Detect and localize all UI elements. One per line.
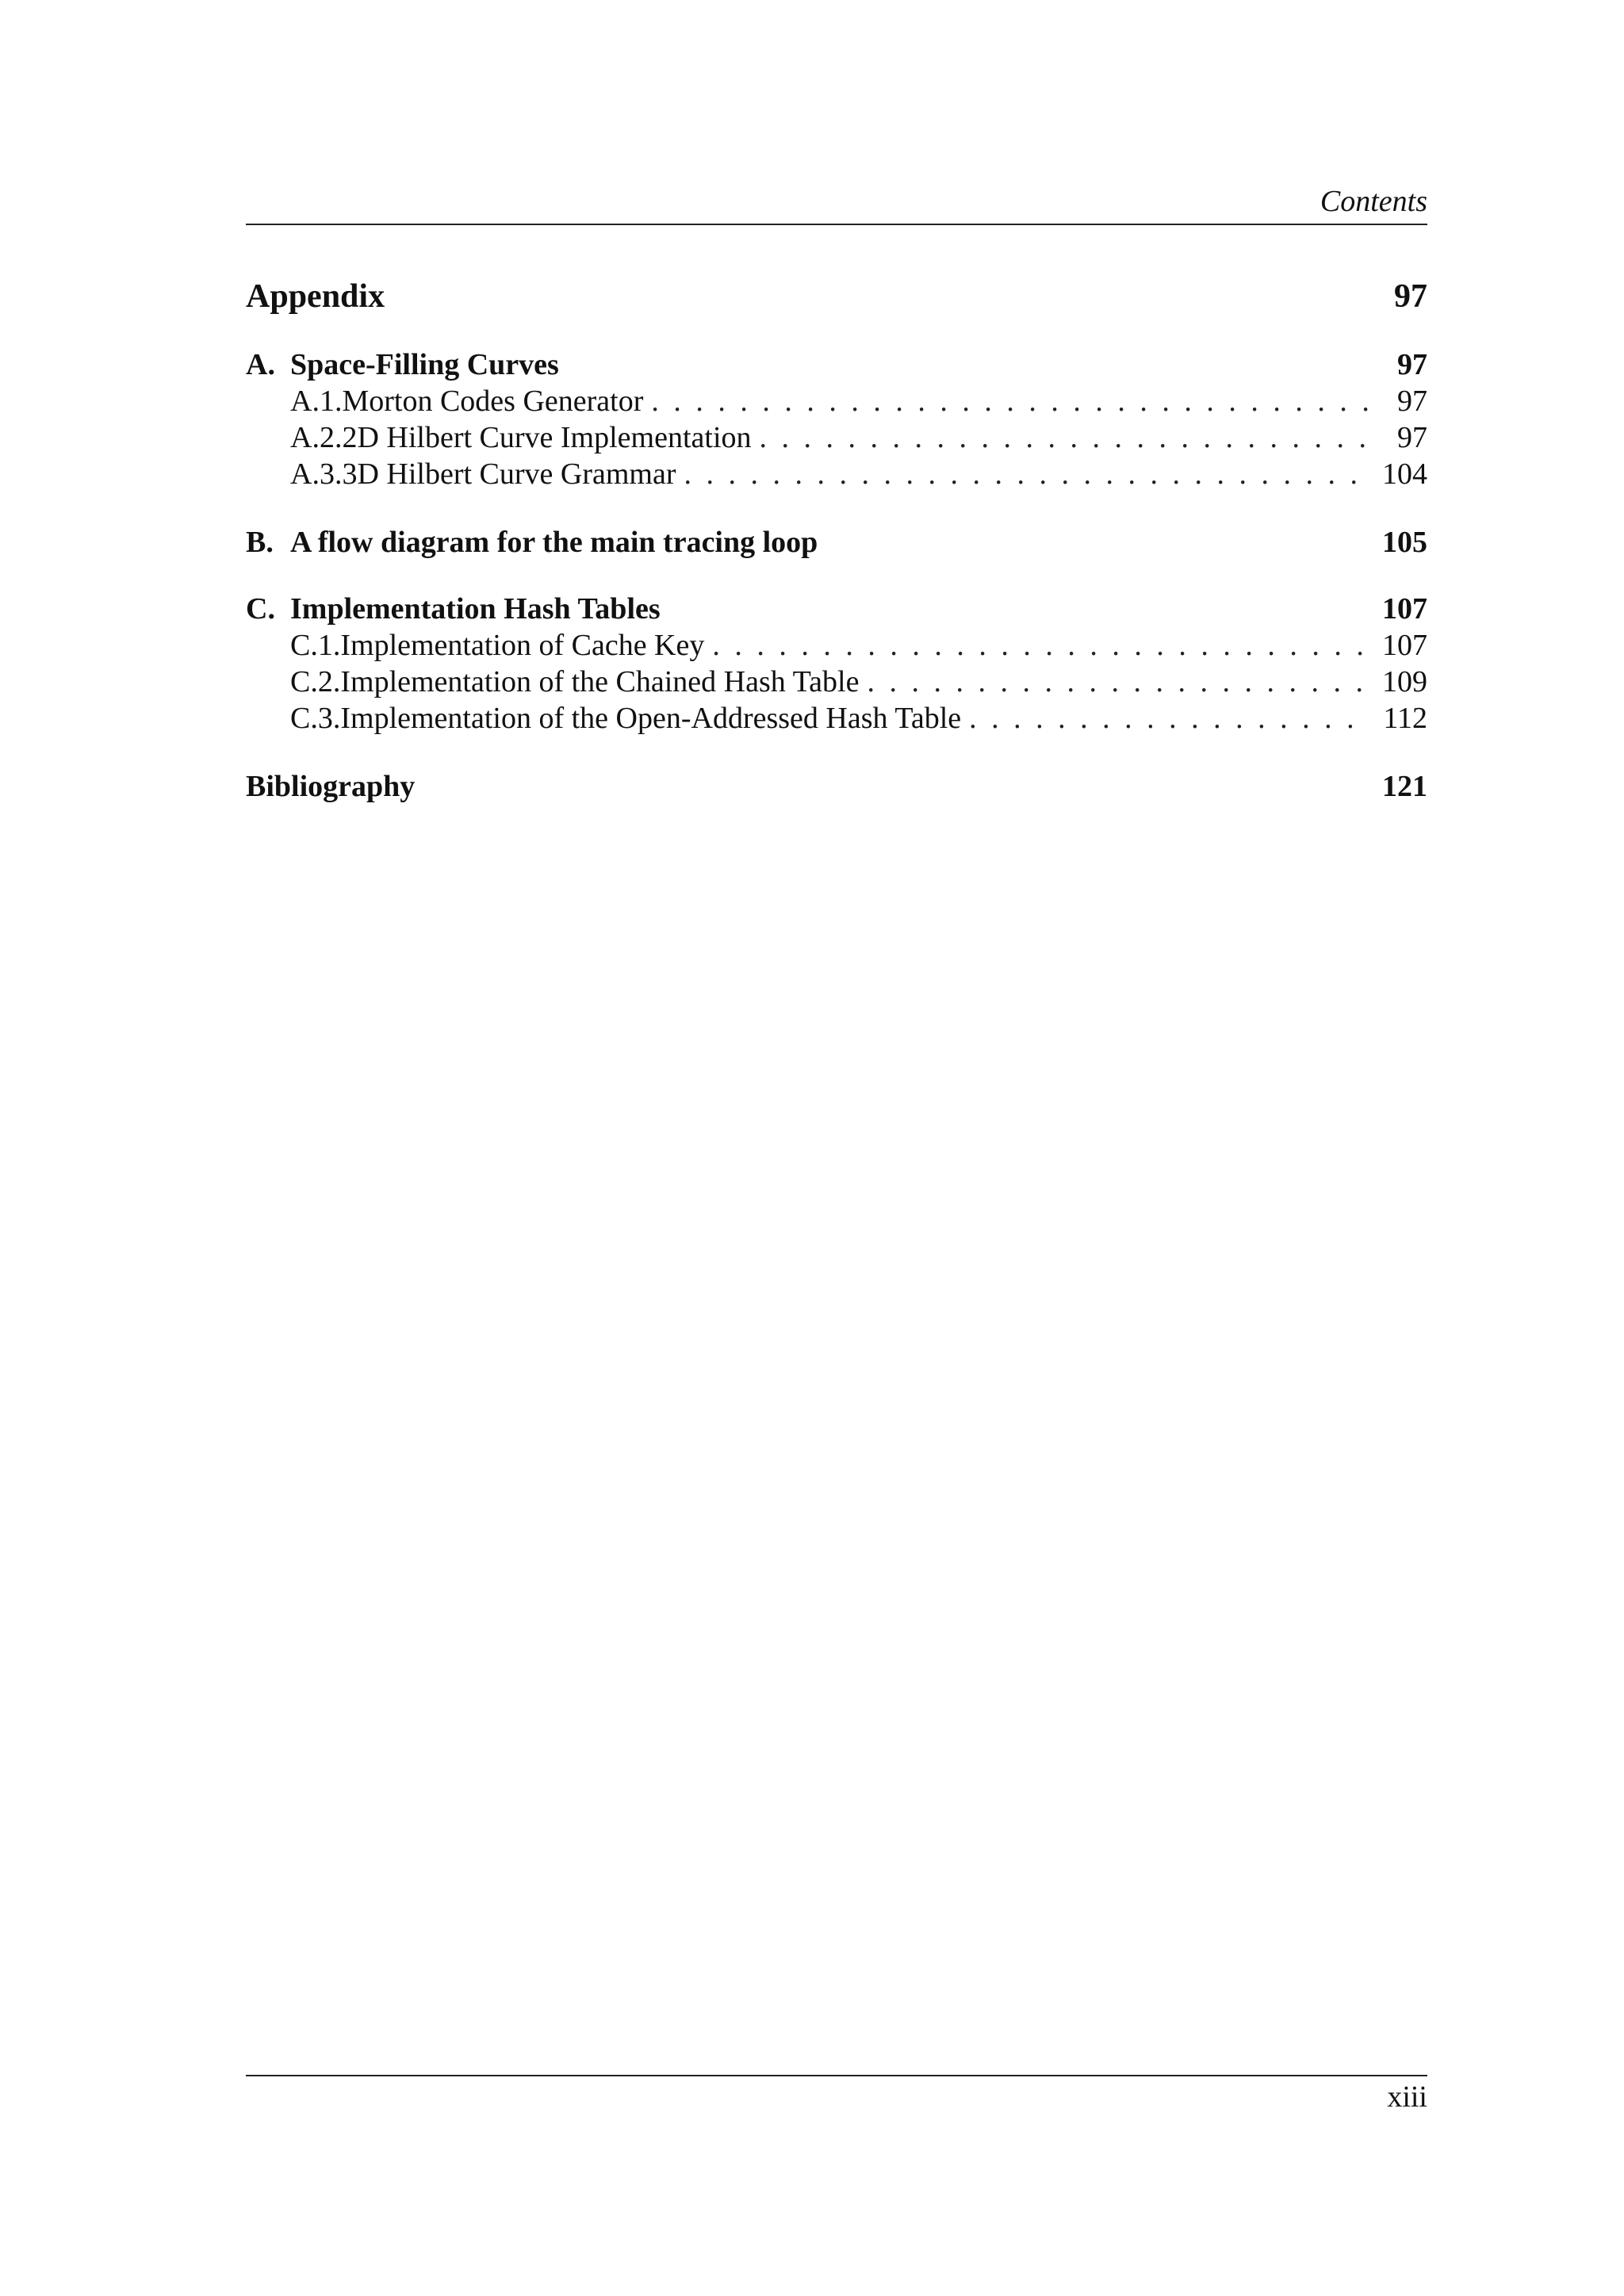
running-header-title: Contents: [1320, 185, 1427, 218]
toc-section-page: 97: [1397, 385, 1427, 418]
toc-dot-leader: [867, 664, 1370, 699]
toc-section-number: C.1.: [290, 629, 341, 662]
toc-dot-leader: [969, 701, 1370, 736]
toc-chapter-a[interactable]: [246, 347, 1427, 382]
toc-bibliography-page: 121: [1382, 770, 1427, 803]
toc-section-c2[interactable]: [290, 664, 1427, 699]
toc-dot-leader: [712, 628, 1370, 663]
toc-dot-leader: [760, 420, 1371, 455]
toc-section-a2[interactable]: [290, 420, 1427, 455]
toc-chapter-title: Implementation Hash Tables: [290, 592, 661, 626]
toc-section-page: 109: [1382, 665, 1427, 698]
footer-rule: [246, 2075, 1427, 2076]
toc-chapter-number: C.: [246, 592, 275, 626]
toc-section-page: 107: [1382, 629, 1427, 662]
toc-chapter-b[interactable]: [246, 525, 1427, 560]
toc-section-number: A.2.: [290, 421, 343, 454]
toc-section-a3[interactable]: [290, 457, 1427, 492]
toc-bibliography[interactable]: [246, 769, 1427, 804]
toc-chapter-title: A flow diagram for the main tracing loop: [290, 526, 818, 559]
toc-part-page: 97: [1394, 278, 1427, 315]
toc-section-page: 112: [1383, 702, 1427, 735]
toc-section-page: 97: [1397, 421, 1427, 454]
toc-dot-leader: [651, 384, 1370, 419]
footer-page-number: xiii: [1387, 2080, 1427, 2114]
toc-section-title: Implementation of Cache Key: [340, 629, 705, 662]
toc-part-title: Appendix: [246, 278, 385, 315]
toc-section-c1[interactable]: [290, 628, 1427, 663]
toc-section-page: 104: [1382, 457, 1427, 491]
toc-section-number: A.3.: [290, 457, 343, 491]
toc-chapter-title: Space-Filling Curves: [290, 348, 559, 381]
toc-chapter-c[interactable]: [246, 591, 1427, 626]
toc-chapter-page: 105: [1382, 526, 1427, 559]
toc-section-number: C.3.: [290, 702, 341, 735]
toc-section-c3[interactable]: [290, 701, 1427, 736]
toc-chapter-number: B.: [246, 526, 274, 559]
toc-section-title: Implementation of the Chained Hash Table: [340, 665, 860, 698]
running-header: [246, 179, 1427, 225]
toc-bibliography-title: Bibliography: [246, 770, 416, 803]
toc-section-number: A.1.: [290, 385, 343, 418]
toc-section-number: C.2.: [290, 665, 341, 698]
toc-section-title: Morton Codes Generator: [342, 385, 644, 418]
toc-section-title: 2D Hilbert Curve Implementation: [342, 421, 752, 454]
toc-dot-leader: [684, 457, 1371, 492]
toc-part-appendix[interactable]: [246, 277, 1427, 316]
toc-section-a1[interactable]: [290, 384, 1427, 419]
toc-chapter-page: 107: [1382, 592, 1427, 626]
toc-section-title: 3D Hilbert Curve Grammar: [342, 457, 676, 491]
toc-chapter-number: A.: [246, 348, 275, 381]
toc-chapter-page: 97: [1397, 348, 1427, 381]
toc-section-title: Implementation of the Open-Addressed Hash Table: [340, 702, 962, 735]
